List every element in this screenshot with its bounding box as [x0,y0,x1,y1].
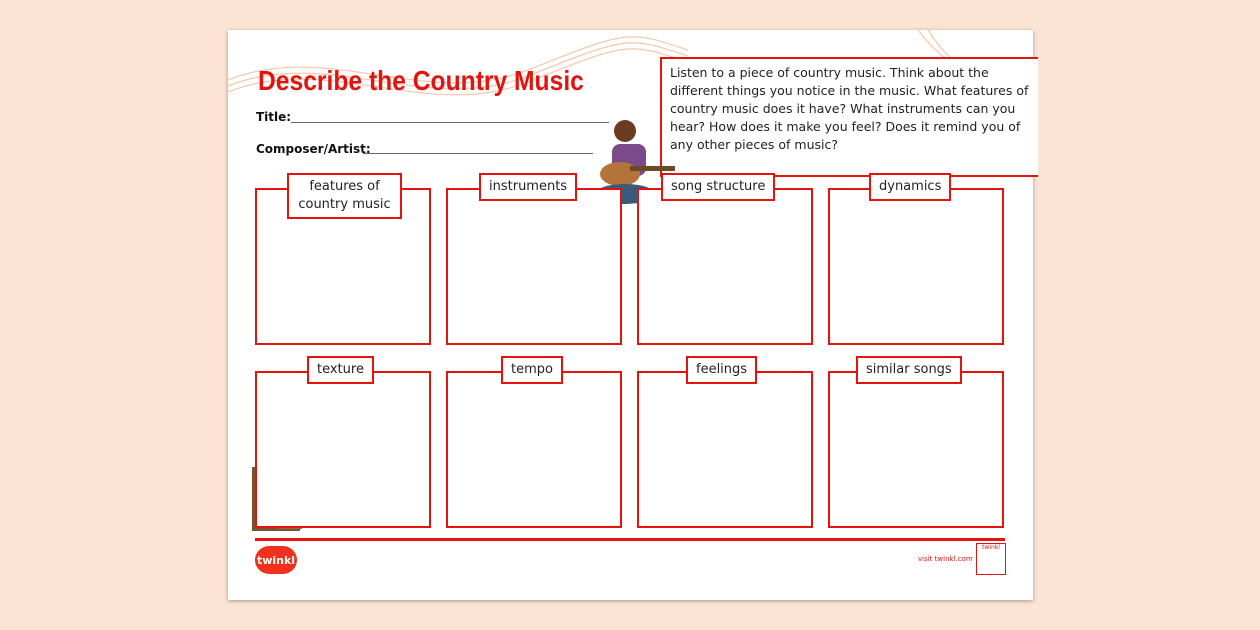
label-similar-songs: similar songs [856,356,962,384]
title-label: Title: [256,110,292,124]
box-dynamics[interactable] [828,188,1004,345]
box-instruments[interactable] [446,188,622,345]
label-feelings: feelings [686,356,757,384]
box-song-structure[interactable] [637,188,813,345]
box-feelings[interactable] [637,371,813,528]
composer-input-line[interactable] [363,153,593,154]
label-song-structure: song structure [661,173,775,201]
worksheet [228,30,1033,600]
box-texture[interactable] [255,371,431,528]
label-instruments: instruments [479,173,577,201]
label-tempo: tempo [501,356,563,384]
instructions-box: Listen to a piece of country music. Think about the different things you notice in the music. What features of country music does it have? What instruments can you hear? How does it make you feel? Does it remind you of any other pieces of music? [660,57,1038,177]
box-tempo[interactable] [446,371,622,528]
box-similar-songs[interactable] [828,371,1004,528]
footer-divider [255,538,1005,541]
title-input-line[interactable] [291,122,609,123]
twinkl-logo: twinkl [255,546,297,574]
page-title: Describe the Country Music [258,65,584,96]
label-texture: texture [307,356,374,384]
composer-label: Composer/Artist: [256,142,371,156]
label-dynamics: dynamics [869,173,951,201]
footer-url[interactable]: visit twinkl.com [918,555,973,563]
label-features: features of country music [287,173,402,219]
quality-badge: twinkl [976,543,1006,575]
